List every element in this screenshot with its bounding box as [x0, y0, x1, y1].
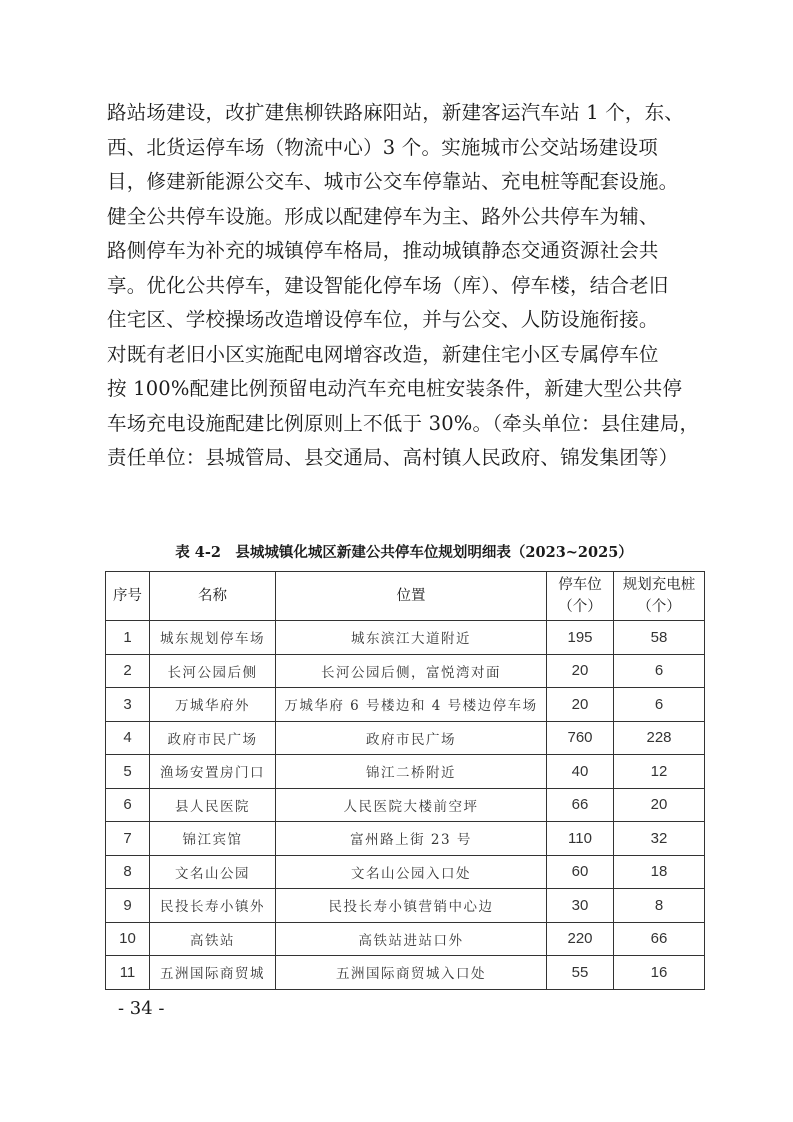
cell-name: 五洲国际商贸城	[150, 956, 276, 990]
cell-name: 渔场安置房门口	[150, 755, 276, 789]
body-text-line: 路侧停车为补充的城镇停车格局，推动城镇静态交通资源社会共	[107, 239, 659, 262]
cell-spaces: 55	[547, 956, 614, 990]
parking-plan-table	[105, 571, 705, 990]
cell-chargers: 66	[614, 922, 705, 956]
cell-chargers: 58	[614, 621, 705, 655]
cell-location: 长河公园后侧，富悦湾对面	[276, 654, 547, 688]
cell-name: 民投长寿小镇外	[150, 889, 276, 923]
cell-name: 政府市民广场	[150, 721, 276, 755]
cell-seq: 3	[106, 688, 150, 722]
body-text-line: 路站场建设，改扩建焦柳铁路麻阳站，新建客运汽车站 1 个，东、	[107, 101, 685, 124]
table-row	[106, 688, 705, 722]
table-row	[106, 855, 705, 889]
body-text-line: 目，修建新能源公交车、城市公交车停靠站、充电桩等配套设施。	[107, 170, 679, 193]
cell-location: 锦江二桥附近	[276, 755, 547, 789]
cell-seq: 10	[106, 922, 150, 956]
cell-seq: 6	[106, 788, 150, 822]
cell-spaces: 20	[547, 654, 614, 688]
cell-name: 锦江宾馆	[150, 822, 276, 856]
cell-location: 高铁站进站口外	[276, 922, 547, 956]
body-text-line: 享。优化公共停车，建设智能化停车场（库）、停车楼，结合老旧	[107, 273, 669, 297]
cell-seq: 11	[106, 956, 150, 990]
table-row	[106, 822, 705, 856]
cell-location: 民投长寿小镇营销中心边	[276, 889, 547, 923]
cell-seq: 7	[106, 822, 150, 856]
cell-spaces: 40	[547, 755, 614, 789]
table-row	[106, 654, 705, 688]
cell-chargers: 18	[614, 855, 705, 889]
cell-chargers: 6	[614, 654, 705, 688]
table-caption: 表 4-2 县城城镇化城区新建公共停车位规划明细表（2023~2025）	[175, 544, 633, 561]
cell-seq: 5	[106, 755, 150, 789]
header-chargers-line2: （个）	[637, 599, 681, 615]
table-row	[106, 922, 705, 956]
cell-seq: 8	[106, 855, 150, 889]
cell-chargers: 12	[614, 755, 705, 789]
cell-chargers: 32	[614, 822, 705, 856]
header-chargers	[614, 572, 705, 621]
cell-name: 文名山公园	[150, 855, 276, 889]
cell-name: 长河公园后侧	[150, 654, 276, 688]
cell-seq: 9	[106, 889, 150, 923]
cell-location: 富州路上街 23 号	[276, 822, 547, 856]
body-text-line: 西、北货运停车场（物流中心）3 个。实施城市公交站场建设项	[107, 135, 658, 159]
body-text-line: 车场充电设施配建比例原则上不低于 30%。（牵头单位：县住建局，	[107, 411, 700, 435]
body-text-line: 住宅区、学校操场改造增设停车位，并与公交、人防设施衔接。	[107, 308, 659, 331]
cell-location: 万城华府 6 号楼边和 4 号楼边停车场	[276, 688, 547, 722]
cell-location: 政府市民广场	[276, 721, 547, 755]
cell-location: 五洲国际商贸城入口处	[276, 956, 547, 990]
cell-location: 文名山公园入口处	[276, 855, 547, 889]
cell-spaces: 760	[547, 721, 614, 755]
cell-spaces: 30	[547, 889, 614, 923]
table-header-row	[106, 572, 705, 621]
table-row	[106, 621, 705, 655]
cell-seq: 1	[106, 621, 150, 655]
table-row	[106, 755, 705, 789]
page-number: - 34 -	[118, 998, 165, 1019]
header-location: 位置	[276, 572, 547, 621]
header-name: 名称	[150, 572, 276, 621]
body-text-line: 责任单位：县城管局、县交通局、高村镇人民政府、锦发集团等）	[107, 446, 679, 469]
body-paragraph	[107, 96, 707, 476]
table-row	[106, 956, 705, 990]
cell-name: 县人民医院	[150, 788, 276, 822]
cell-chargers: 228	[614, 721, 705, 755]
header-spaces-line2: （个）	[558, 599, 602, 615]
cell-location: 城东滨江大道附近	[276, 621, 547, 655]
cell-chargers: 20	[614, 788, 705, 822]
cell-seq: 4	[106, 721, 150, 755]
header-spaces	[547, 572, 614, 621]
cell-name: 高铁站	[150, 922, 276, 956]
cell-spaces: 220	[547, 922, 614, 956]
table-row	[106, 721, 705, 755]
cell-seq: 2	[106, 654, 150, 688]
cell-chargers: 6	[614, 688, 705, 722]
cell-spaces: 195	[547, 621, 614, 655]
body-text-line: 健全公共停车设施。形成以配建停车为主、路外公共停车为辅、	[107, 204, 659, 228]
cell-name: 城东规划停车场	[150, 621, 276, 655]
cell-chargers: 8	[614, 889, 705, 923]
cell-chargers: 16	[614, 956, 705, 990]
cell-location: 人民医院大楼前空坪	[276, 788, 547, 822]
cell-spaces: 110	[547, 822, 614, 856]
cell-spaces: 20	[547, 688, 614, 722]
body-text-line: 对既有老旧小区实施配电网增容改造，新建住宅小区专属停车位	[107, 342, 659, 366]
header-seq: 序号	[106, 572, 150, 621]
cell-spaces: 66	[547, 788, 614, 822]
header-spaces-line1: 停车位	[558, 577, 602, 593]
body-text-line: 按 100%配建比例预留电动汽车充电桩安装条件，新建大型公共停	[107, 377, 683, 400]
table-row	[106, 788, 705, 822]
header-chargers-line1: 规划充电桩	[622, 577, 696, 593]
cell-name: 万城华府外	[150, 688, 276, 722]
cell-spaces: 60	[547, 855, 614, 889]
table-row	[106, 889, 705, 923]
